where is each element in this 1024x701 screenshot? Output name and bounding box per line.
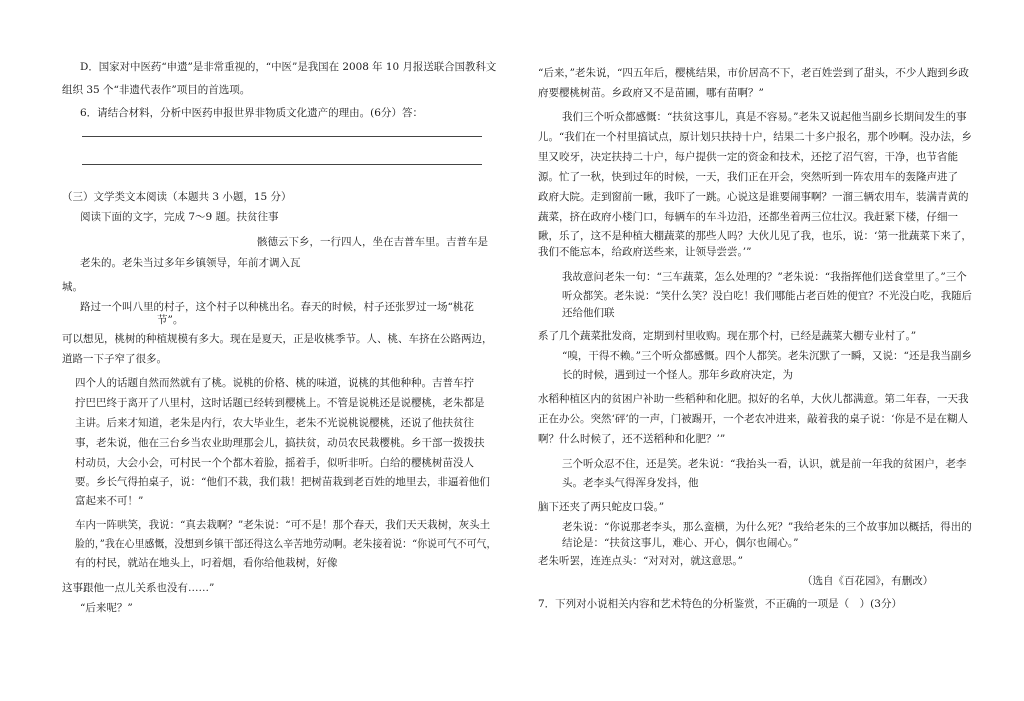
r-para2-line-3: 里又咬牙，决定扶持二十户，每户提供一定的资金和技术，还挖了沼气窖，干净，也节省能 [538,151,958,163]
para3-line-4: 事，老朱说，他在三台乡当农业助理那会儿，搞扶贫，动员农民栽樱桃。乡干部一拨拨扶 [75,437,485,449]
answer-line-2 [82,164,482,165]
r-para1-line-2: 府要樱桃树苗。乡政府又不是苗圃，哪有苗啊？” [538,87,764,99]
r-para2-line-2: 儿。“我们在一个村里搞试点，原计划只扶持十户，结果二十多户报名，那个吵啊。没办法，乡 [538,131,972,143]
reading-instruction: 阅读下面的文字，完成 7～9 题。扶贫往事 [80,211,279,223]
para1-line-2: 老朱的。老朱当过多年乡镇领导，年前才调入瓦 [80,257,301,269]
source-note: （选自《百花园》，有删改） [802,575,934,587]
answer-line-1 [82,136,482,137]
para4-line-4: 这事跟他一点儿关系也没有……” [62,582,215,594]
r-para4-line-1: “嗅，干得不赖。”三个听众都感慨。四个人都笑。老朱沉默了一瞬，又说：“还是我当副乡 [562,350,972,362]
r-para5-line-3: 脑下还夹了两只蛇皮口袋。” [538,501,665,513]
para5-line-1: “后来呢？” [80,602,133,614]
para4-line-1: 车内一阵哄笑，我说：“真去栽啊？”老朱说：“可不是！那个春天，我们天天栽树，灰头土 [75,519,491,531]
r-para4-line-2: 长的时候，遇到过一个怪人。那年乡政府决定，为 [562,369,793,381]
option-d-line-2: 组织 35 个“非遗代表作”项目的首选项。 [62,84,251,96]
para1-line-1: 骸德云下乡，一行四人，坐在吉普车里。吉普车是 [257,236,488,248]
para3-line-7: 富起来不可！” [75,495,144,507]
para3-line-6: 要。乡长气得拍桌子，说：“他们不栽，我们栽！把树苗栽到老百姓的地里去，非逼着他们 [75,476,490,488]
r-para5-line-1: 三个听众忍不住，还是笑。老朱说：“我抬头一看，认识，就是前一年我的贫困户，老李 [562,458,967,470]
r-para3-line-4: 系了几个蔬菜批发商，定期到村里收购。现在那个村，已经是蔬菜大棚专业村了。” [538,330,917,342]
r-para4-line-5: 啊？什么时候了，还不送稻种和化肥？’” [538,433,726,445]
para3-line-1: 四个人的话题自然而然就有了桃。说桃的价格、桃的味道，说桃的其他种种。吉普车拧 [75,377,474,389]
r-para6-line-1: 老朱说：“你说那老李头，那么蛮横，为什么死？”我给老朱的三个故事加以概括，得出的 [562,521,972,533]
para2-line-4: 道路一下子窄了很多。 [62,353,167,365]
r-para2-line-4: 源。忙了一秋，快到过年的时候，一天，我们正在开会，突然听到一阵农用车的轰隆声进了 [538,171,958,183]
r-para1-line-1: “后来，”老朱说，“四五年后，樱桃结果，市价居高不下，老百姓尝到了甜头，不少人跑到乡政 [538,67,969,79]
para3-line-5: 村动员，大会小会，可村民一个个都木着脸，摇着手，似听非听。白给的樱桃树苗没人 [75,457,474,469]
r-para4-line-3: 水稻种植区内的贫困户补助一些稻种和化肥。拟好的名单，大伙儿都满意。第二年春，一天我 [538,393,969,405]
para4-line-2: 脸的，”我在心里感慨，没想到乡镇干部还得这么辛苦地劳动啊。老朱接着说：“你说可气不可气， [75,538,497,550]
r-para6-line-3: 老朱听罢，连连点头：“对对对，就这意思。” [538,555,743,567]
question-6: 6．请结合材料，分析中医药申报世界非物质文化遗产的理由。(6分）答： [80,107,423,119]
r-para3-line-2: 听众都笑。老朱说：“笑什么笑？没白吃！我们哪能占老百姓的便宜？不光没白吃，我随后 [562,290,972,302]
question-7: 7．下列对小说相关内容和艺术特色的分析鉴赏，不正确的一项是（ ）(3分） [538,598,902,610]
r-para6-line-2: 结论是：“扶贫这事儿，难心、开心，偶尔也闹心。” [562,537,799,549]
r-para3-line-1: 我故意问老朱一句：“三车蔬菜，怎么处理的？”老朱说：“我指挥他们送食堂里了。”三个 [562,271,967,283]
para3-line-2: 拧巴巴终于离开了八里村，这时话题已经转到樱桃上。不管是说桃还是说樱桃，老朱都是 [75,397,485,409]
para2-line-2: 节”。 [157,314,184,326]
para3-line-3: 主讲。后来才知道，老朱是内行，农大毕业生，老朱不光说桃说樱桃，还说了他扶贫往 [75,417,474,429]
r-para2-line-8: 我们不能忘本，给政府送些来，让领导尝尝。’” [538,246,752,258]
section-title: （三）文学类文本阅读（本题共 3 小题，15 分） [62,191,292,203]
r-para2-line-1: 我们三个听众都感慨：“扶贫这事儿，真是不容易。”老朱又说起他当副乡长期间发生的事 [562,111,967,123]
r-para5-line-2: 头。老李头气得浑身发抖，他 [562,477,699,489]
r-para3-line-3: 还给他们联 [562,307,615,319]
para2-line-3: 可以想见，桃树的种植规模有多大。现在是夏天，正是收桃季节。人、桃、车挤在公路两边， [62,333,493,345]
r-para2-line-5: 政府大院。走到窗前一瞅，我吓了一跳。心说这是谁要闹事啊？一溜三辆农用车，装满青黄的 [538,191,969,203]
r-para2-line-7: 瞅，乐了，这不是种植大棚蔬菜的那些人吗？大伙儿见了我，也乐，说：‘第一批蔬菜下来了， [538,230,972,242]
r-para4-line-4: 正在办公。突然‘砰’的一声，门被踢开，一个老农冲进来，敲着我的桌子说：‘你是不是在糊人 [538,413,969,425]
para2-line-1: 路过一个叫八里的村子，这个村子以种桃出名。春天的时候，村子还张罗过一场“桃花 [80,301,474,313]
para4-line-3: 有的村民，就站在地头上，叼着烟，看你给他栽树，好像 [75,557,338,569]
r-para2-line-6: 蔬菜，挤在政府小楼门口，每辆车的车斗边沿，还都坐着两三位壮汉。我赶紧下楼，仔细一 [538,211,958,223]
option-d-line-1: D．国家对中医药“申遗”是非常重视的，“中医”是我国在 2008 年 10 月报送联合国教科文 [80,61,497,73]
para1-line-3: 城。 [62,281,83,293]
